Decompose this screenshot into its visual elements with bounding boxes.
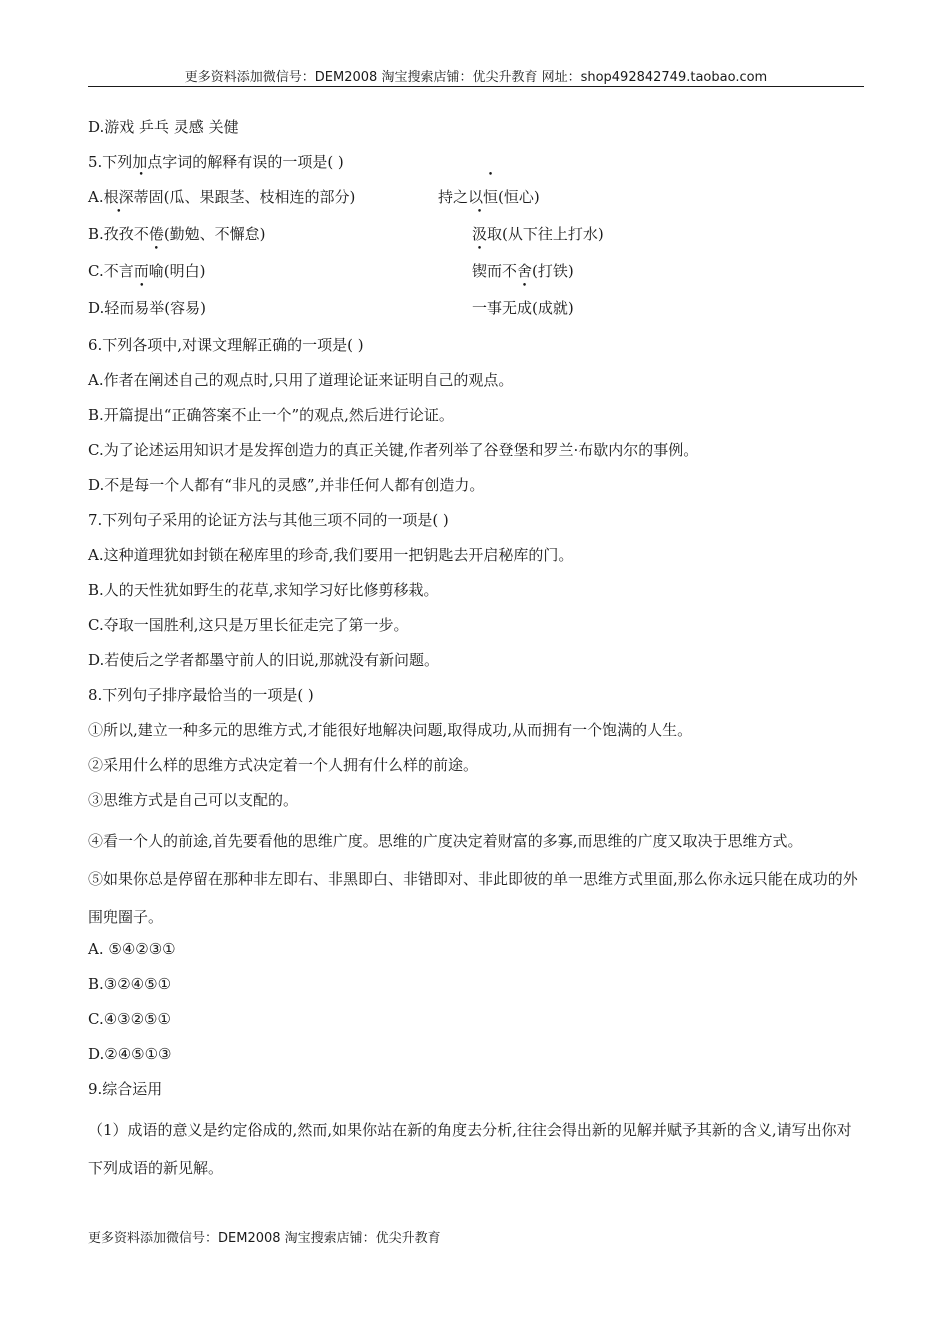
emphasis-dot-char: 锲 <box>472 262 488 280</box>
emphasis-dot-char: 汲 <box>472 225 488 243</box>
q7-option-c: C.夺取一国胜利,这只是万里长征走完了第一步。 <box>88 616 409 634</box>
q5-c-right: 锲而不舍(打铁) <box>472 258 574 284</box>
emphasis-dot-char: 孜孜 <box>103 225 134 243</box>
q8-option-c: C.④③②⑤① <box>88 1010 171 1028</box>
header-divider <box>88 86 864 87</box>
q5-row-d <box>88 295 864 332</box>
q7-option-d: D.若使后之学者都墨守前人的旧说,那就没有新问题。 <box>88 651 440 669</box>
q8-option-d: D.②④⑤①③ <box>88 1045 172 1063</box>
q5-b-right: 汲取(从下往上打水) <box>472 221 604 247</box>
emphasis-dot-char: 成 <box>517 299 533 317</box>
q5-c-left: C.不言而喻(明白) <box>88 258 205 284</box>
q6-option-a: A.作者在阐述自己的观点时,只用了道理论证来证明自己的观点。 <box>88 371 514 389</box>
page-header: 更多资料添加微信号：DEM2008 淘宝搜索店铺：优尖升教育 网址：shop492842749.taobao.com <box>184 70 768 85</box>
question-content <box>88 114 864 1187</box>
q8-sentence-3: ③思维方式是自己可以支配的。 <box>88 791 299 809</box>
q8-option-a: A. ⑤④②③① <box>88 940 176 958</box>
q7-option-b: B.人的天性犹如野生的花草,求知学习好比修剪移栽。 <box>88 581 439 599</box>
q8-sentence-4: ④看一个人的前途,首先要看他的思维广度。思维的广度决定着财富的多寡,而思维的广度又取决于思维方式。 <box>88 832 803 850</box>
q5-a-left: A.根深蒂固(瓜、果跟茎、枝相连的部分) <box>88 184 355 210</box>
q4-option-d: D.游戏 乒乓 灵感 关健 <box>88 118 239 136</box>
q5-d-left: D.轻而易举(容易) <box>88 295 206 321</box>
q6-option-c: C.为了论述运用知识才是发挥创造力的真正关键,作者列举了谷登堡和罗兰·布歇内尔的事例。 <box>88 441 699 459</box>
q6-option-b: B.开篇提出“正确答案不止一个”的观点,然后进行论证。 <box>88 406 454 424</box>
q8-stem: 8.下列句子排序最恰当的一项是( ) <box>88 686 314 704</box>
q5-row-c <box>88 258 864 295</box>
q6-stem: 6.下列各项中,对课文理解正确的一项是( ) <box>88 336 364 354</box>
q9-stem: 9.综合运用 <box>88 1080 163 1098</box>
page-footer: 更多资料添加微信号：DEM2008 淘宝搜索店铺：优尖升教育 <box>88 1231 441 1246</box>
q8-sentence-1: ①所以,建立一种多元的思维方式,才能很好地解决问题,取得成功,从而拥有一个饱满的人生。 <box>88 721 693 739</box>
q7-stem: 7.下列句子采用的论证方法与其他三项不同的一项是( ) <box>88 511 449 529</box>
emphasis-dot-char: 喻 <box>148 262 164 280</box>
q9-part1: （1）成语的意义是约定俗成的,然而,如果你站在新的角度去分析,往往会得出新的见解并赋予其新的含义,请写出你对下列成语的新见解。 <box>88 1121 852 1177</box>
q5-b-left: B.孜孜不倦(勤勉、不懈怠) <box>88 221 266 247</box>
q5-a-right: 持之以恒(恒心) <box>438 184 540 210</box>
q8-option-b: B.③②④⑤① <box>88 975 172 993</box>
emphasis-dot-char: 恒 <box>483 188 499 206</box>
q5-d-right: 一事无成(成就) <box>472 295 574 321</box>
emphasis-dot-char: 易 <box>134 299 150 317</box>
q6-option-d: D.不是每一个人都有“非凡的灵感”,并非任何人都有创造力。 <box>88 476 485 494</box>
q7-option-a: A.这种道理犹如封锁在秘库里的珍奇,我们要用一把钥匙去开启秘库的门。 <box>88 546 574 564</box>
q5-stem: 5.下列加点字词的解释有误的一项是( ) <box>88 153 344 171</box>
emphasis-dot-char: 蒂 <box>133 188 149 206</box>
q8-sentence-5: ⑤如果你总是停留在那种非左即右、非黑即白、非错即对、非此即彼的单一思维方式里面,那么你永远只能在成功的外围兜圈子。 <box>88 870 858 926</box>
q8-sentence-2: ②采用什么样的思维方式决定着一个人拥有什么样的前途。 <box>88 756 479 774</box>
